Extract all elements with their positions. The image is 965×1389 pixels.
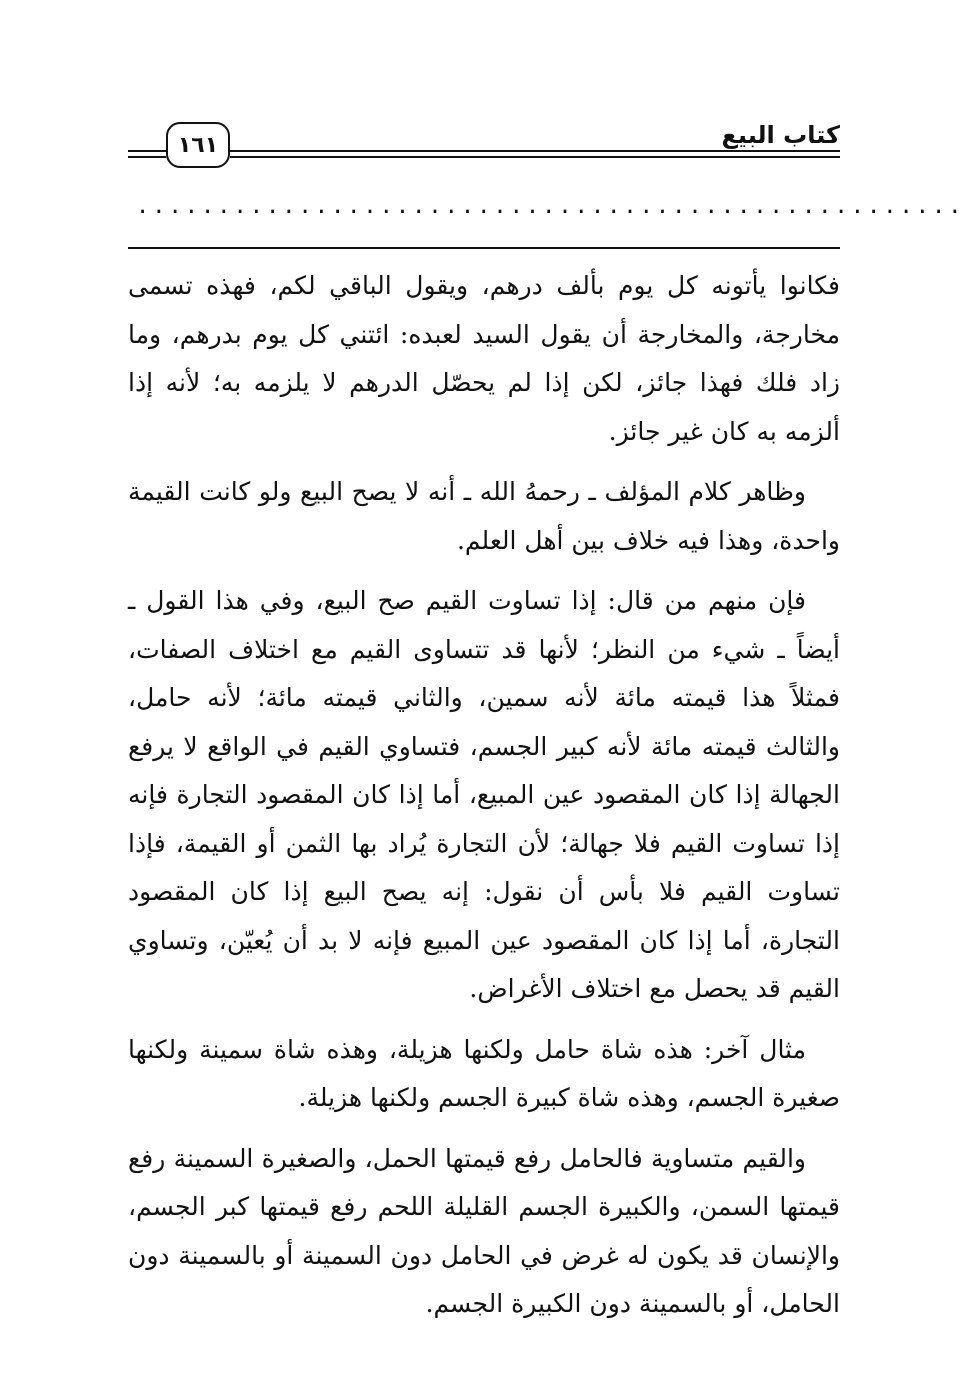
paragraph-1: فكانوا يأتونه كل يوم بألف درهم، ويقول الباقي لكم، فهذه تسمى مخارجة، والمخارجة أن يقول السيد لعبده: ائتني كل يوم بدرهم، وما زاد فلك فهذا جائز، لكن إذا لم يحصّل الدرهم لا يلزمه به؛ لأنه إذا ألزمه به كان غير جائز.: [128, 271, 841, 446]
header-rule-left: [128, 150, 166, 158]
page-number: ١٦١: [177, 132, 219, 158]
paragraph-3: فإن منهم من قال: إذا تساوت القيم صح البيع، وفي هذا القول ـ أيضاً ـ شيء من النظر؛ لأنها قد تتساوى القيم مع اختلاف الصفات، فمثلاً هذا قيمته مائة لأنه سمين، والثاني قيمته مائة؛ لأنه حامل، والثالث قيمته مائة لأنه كبير الجسم، فتساوي القيم في الواقع لا يرفع الجهالة إذا كان المقصود عين المبيع، أما إذا كان المقصود التجارة فإنه إذا تساوت القيم فلا جهالة؛ لأن التجارة يُراد بها الثمن أو القيمة، فإذا تساوت القيم فلا بأس أن نقول: إنه يصح البيع إذا كان المقصود التجارة، أما إذا كان المقصود عين المبيع فإنه لا بد أن يُعيّن، وتساوي القيم قد يحصل مع اختلاف الأغراض.: [128, 586, 840, 1003]
book-title: كتاب البيع: [721, 121, 840, 149]
paragraph-4: مثال آخر: هذه شاة حامل ولكنها هزيلة، وهذه شاة سمينة ولكنها صغيرة الجسم، وهذه شاة كبيرة الجسم ولكنها هزيلة.: [128, 1034, 840, 1112]
page-header: [128, 112, 840, 174]
paragraph-2: وظاهر كلام المؤلف ـ رحمهُ الله ـ أنه لا يصح البيع ولو كانت القيمة واحدة، وهذا فيه خلاف بين أهل العلم.: [128, 477, 840, 555]
footnote-divider-line: [128, 247, 840, 249]
dotted-separator: ...................................................: [136, 194, 965, 219]
paragraph-5: والقيم متساوية فالحامل رفع قيمتها الحمل، والصغيرة السمينة رفع قيمتها السمن، والكبيرة الجسم القليلة اللحم رفع قيمتها كبر الجسم، والإنسان قد يكون له غرض في الحامل دون السمينة أو بالسمينة دون الحامل، أو بالسمينة دون الكبيرة الجسم.: [128, 1143, 840, 1318]
page-number-box: [166, 122, 230, 168]
header-rule-right: [230, 150, 840, 158]
page-body: [128, 262, 840, 1341]
